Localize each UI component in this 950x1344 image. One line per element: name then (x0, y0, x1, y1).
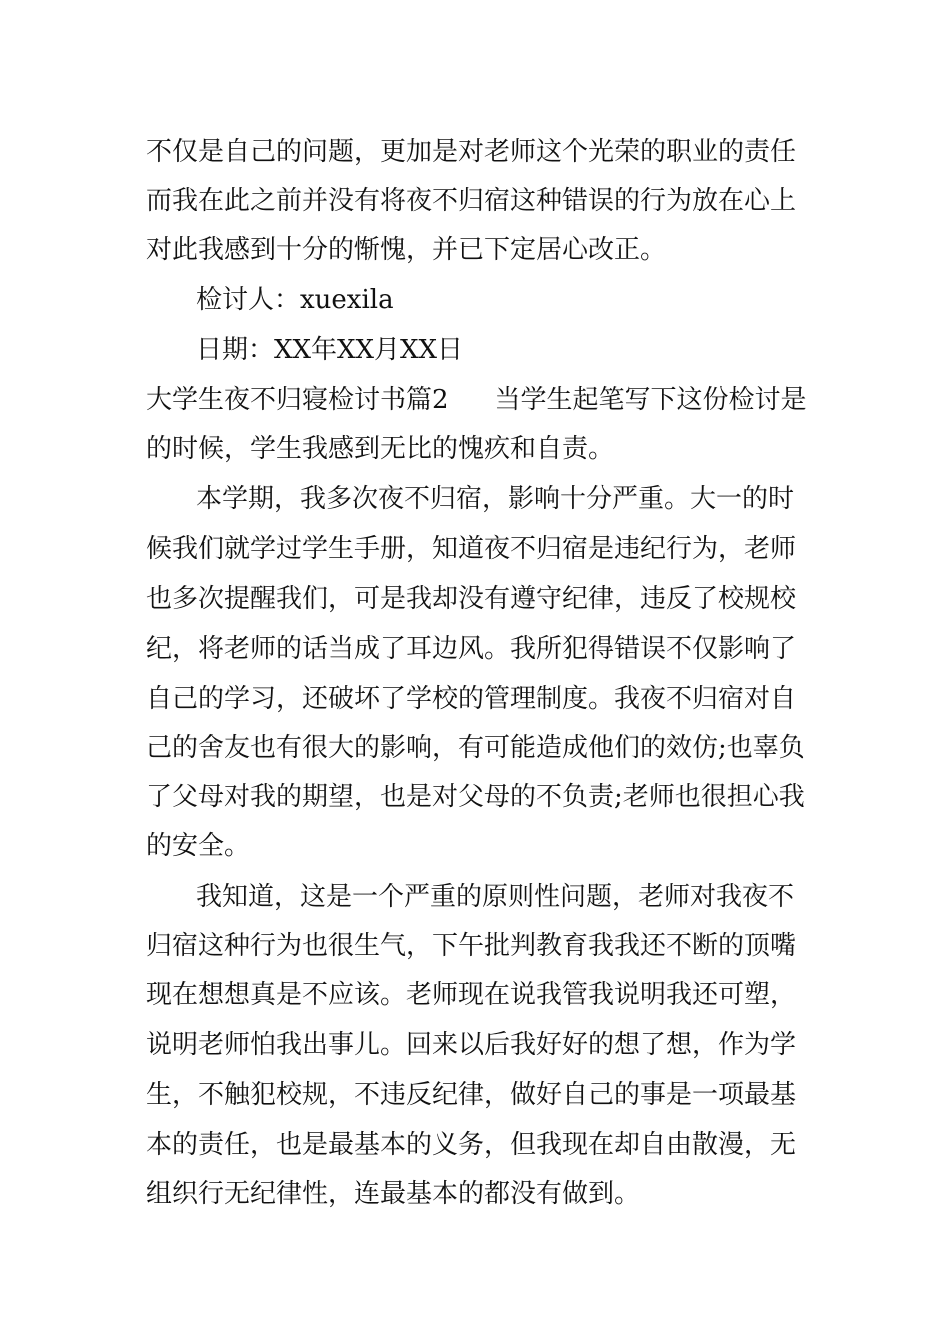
text-line: 现在想想真是不应该。老师现在说我管我说明我还可塑， (146, 980, 797, 1010)
signature-date: 日期：XX年XX月XX日 (196, 335, 464, 365)
text-line: 归宿这种行为也很生气，下午批判教育我我还不断的顶嘴 (146, 931, 797, 961)
text-line: 而我在此之前并没有将夜不归宿这种错误的行为放在心上 (146, 186, 797, 216)
text-line: 的时候，学生我感到无比的愧疚和自责。 (146, 434, 615, 464)
text-line: 自己的学习，还破坏了学校的管理制度。我夜不归宿对自 (146, 684, 797, 714)
text-line: 的安全。 (146, 831, 251, 861)
section-heading: 大学生夜不归寝检讨书篇2 (146, 385, 449, 415)
reviewer-signature: 检讨人：xuexila (196, 285, 394, 315)
text-line: 纪，将老师的话当成了耳边风。我所犯得错误不仅影响了 (146, 634, 797, 664)
text-line: 生，不触犯校规，不违反纪律，做好自己的事是一项最基 (146, 1080, 797, 1110)
text-line: 本的责任，也是最基本的义务，但我现在却自由散漫，无 (146, 1130, 797, 1160)
text-line: 说明老师怕我出事儿。回来以后我好好的想了想，作为学 (146, 1030, 797, 1060)
text-line: 我知道，这是一个严重的原则性问题，老师对我夜不 (196, 882, 795, 912)
text-line: 当学生起笔写下这份检讨是 (494, 385, 807, 415)
text-line: 本学期，我多次夜不归宿，影响十分严重。大一的时 (196, 484, 795, 514)
text-line: 组织行无纪律性，连最基本的都没有做到。 (146, 1179, 641, 1209)
text-line: 对此我感到十分的惭愧，并已下定居心改正。 (146, 235, 667, 265)
text-line: 候我们就学过学生手册，知道夜不归宿是违纪行为，老师 (146, 534, 797, 564)
text-line: 了父母对我的期望，也是对父母的不负责;老师也很担心我 (146, 782, 805, 812)
section-heading-line (146, 385, 807, 415)
text-line: 也多次提醒我们，可是我却没有遵守纪律，违反了校规校 (146, 584, 797, 614)
text-line: 不仅是自己的问题，更加是对老师这个光荣的职业的责任 (146, 137, 797, 167)
text-line: 己的舍友也有很大的影响，有可能造成他们的效仿;也辜负 (146, 733, 805, 763)
